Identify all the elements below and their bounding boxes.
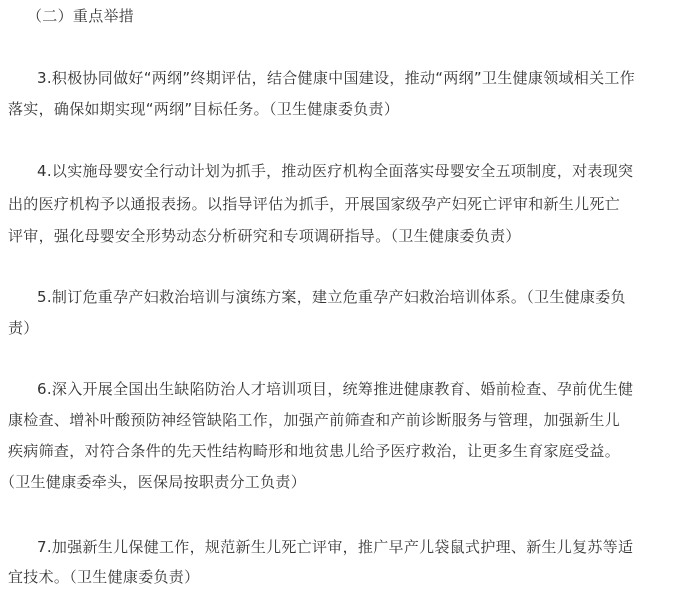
paragraph-line: （卫生健康委牵头，医保局按职责分工负责） <box>0 473 307 491</box>
paragraph-line: 6.深入开展全国出生缺陷防治人才培训项目，统筹推进健康教育、婚前检查、孕前优生健 <box>37 380 634 398</box>
paragraph-line: 3.积极协同做好“两纲”终期评估，结合健康中国建设，推动“两纲”卫生健康领域相关工作 <box>37 69 635 87</box>
paragraph-line: 宜技术。（卫生健康委负责） <box>8 568 200 586</box>
paragraph-line: 落实，确保如期实现“两纲”目标任务。（卫生健康委负责） <box>8 100 400 118</box>
paragraph-line: 评审，强化母婴安全形势动态分析研究和专项调研指导。（卫生健康委负责） <box>8 227 521 245</box>
paragraph-line: 4.以实施母婴安全行动计划为抓手，推动医疗机构全面落实母婴安全五项制度，对表现突 <box>37 162 634 180</box>
paragraph-line: 疾病筛查，对符合条件的先天性结构畸形和地贫患儿给予医疗救治，让更多生育家庭受益。 <box>8 442 621 460</box>
paragraph-line: 责） <box>8 319 39 337</box>
section-heading: （二）重点举措 <box>27 7 135 25</box>
paragraph-line: 5.制订危重孕产妇救治培训与演练方案，建立危重孕产妇救治培训体系。（卫生健康委负 <box>37 288 626 306</box>
paragraph-line: 出的医疗机构予以通报表扬。以指导评估为抓手，开展国家级孕产妇死亡评审和新生儿死亡 <box>8 195 621 213</box>
paragraph-line: 7.加强新生儿保健工作，规范新生儿死亡评审，推广早产儿袋鼠式护理、新生儿复苏等适 <box>37 538 634 556</box>
paragraph-line: 康检查、增补叶酸预防神经管缺陷工作，加强产前筛查和产前诊断服务与管理，加强新生儿 <box>8 411 621 429</box>
